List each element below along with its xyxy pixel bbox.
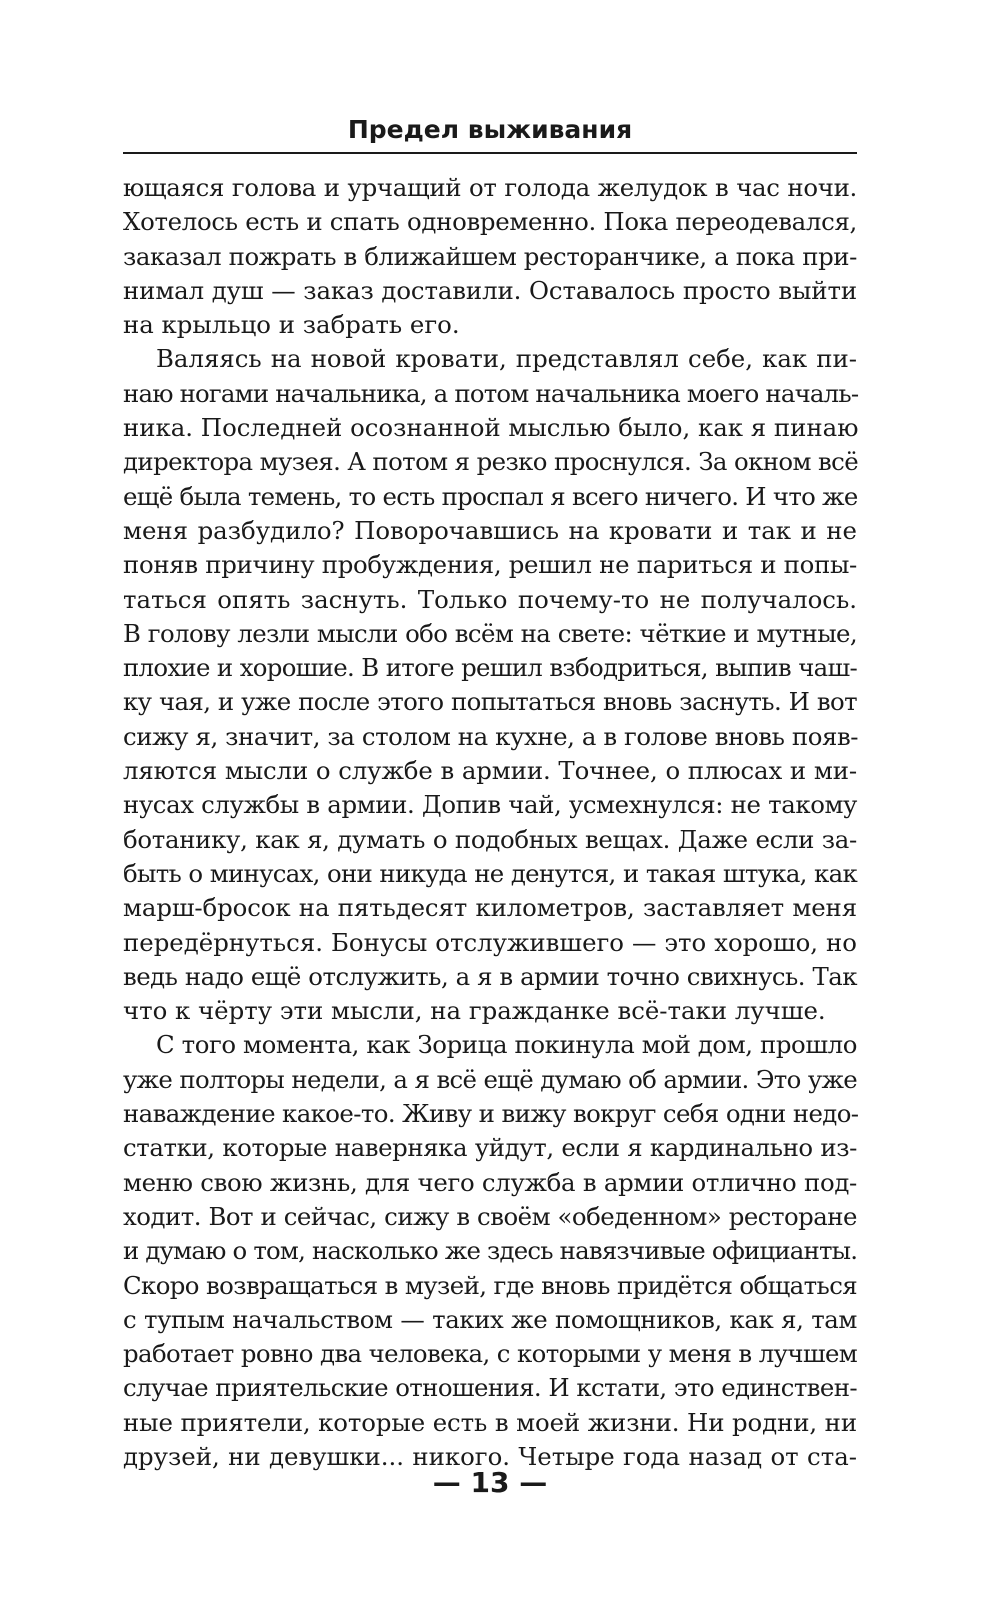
text-line: ку чая, и уже после этого попытаться вновь заснуть. И вот <box>123 687 857 717</box>
text-line: сижу я, значит, за столом на кухне, а в голове вновь появ- <box>123 721 859 751</box>
page-number: — 13 — <box>432 1466 548 1499</box>
text-line: нусах службы в армии. Допив чай, усмехнулся: не такому <box>123 790 857 820</box>
text-line: меню свою жизнь, для чего служба в армии отлично под- <box>123 1167 857 1197</box>
body-text <box>123 171 857 1474</box>
text-line: и думаю о том, насколько же здесь навязчивые официанты. <box>123 1236 858 1266</box>
paragraph-first-line: Валяясь на новой кровати, представлял себе, как пи- <box>156 344 857 374</box>
text-line: В голову лезли мысли обо всём на свете: чёткие и мутные, <box>123 618 857 648</box>
text-line: плохие и хорошие. В итоге решил взбодриться, выпив чаш- <box>123 653 857 683</box>
text-line: меня разбудило? Поворочавшись на кровати и так и не <box>123 515 857 545</box>
text-line: работает ровно два человека, с которыми у меня в лучшем <box>123 1339 858 1369</box>
text-line: заказал пожрать в ближайшем ресторанчике, а пока при- <box>123 241 857 271</box>
text-line: нимал душ — заказ доставили. Оставалось просто выйти <box>123 275 857 305</box>
text-line: уже полторы недели, а я всё ещё думаю об армии. Это уже <box>123 1064 857 1094</box>
text-line: ботанику, как я, думать о подобных вещах. Даже если за- <box>123 824 857 854</box>
text-line: ника. Последней осознанной мыслью было, как я пинаю <box>123 413 859 443</box>
text-line: ные приятели, которые есть в моей жизни. Ни родни, ни <box>123 1407 857 1437</box>
text-line: на крыльцо и забрать его. <box>123 310 460 340</box>
text-line: ходит. Вот и сейчас, сижу в своём «обеденном» ресторане <box>123 1201 857 1231</box>
text-line: ляются мысли о службе в армии. Точнее, о плюсах и ми- <box>123 756 857 786</box>
text-line: что к чёрту эти мысли, на гражданке всё-таки лучше. <box>123 996 826 1026</box>
text-line: ющаяся голова и урчащий от голода желудок в час ночи. <box>123 173 857 202</box>
text-line: директора музея. А потом я резко проснулся. За окном всё <box>123 447 859 477</box>
running-header: Предел выживания <box>347 115 633 144</box>
text-line: Скоро возвращаться в музей, где вновь придётся общаться <box>123 1270 858 1300</box>
text-line: передёрнуться. Бонусы отслужившего — это хорошо, но <box>123 927 857 957</box>
text-line: Хотелось есть и спать одновременно. Пока переодевался, <box>123 207 857 237</box>
text-line: друзей, ни девушки... никого. Четыре года назад от ста- <box>123 1441 857 1471</box>
text-line: статки, которые наверняка уйдут, если я кардинально из- <box>123 1133 857 1163</box>
text-line: марш-бросок на пятьдесят километров, заставляет меня <box>123 893 857 923</box>
text-line: наваждение какое-то. Живу и вижу вокруг себя одни недо- <box>123 1099 859 1129</box>
text-line: поняв причину пробуждения, решил не париться и попы- <box>123 550 857 580</box>
text-line: ещё была темень, то есть проспал я всего ничего. И что же <box>123 481 858 511</box>
text-line: случае приятельские отношения. И кстати, это единствен- <box>123 1373 857 1403</box>
paragraph-first-line: С того момента, как Зорица покинула мой дом, прошло <box>156 1030 857 1060</box>
text-line: быть о минусах, они никуда не денутся, и такая штука, как <box>123 858 857 888</box>
text-line: наю ногами начальника, а потом начальника моего началь- <box>123 378 859 408</box>
header-rule <box>123 152 857 154</box>
text-line: ведь надо ещё отслужить, а я в армии точно свихнусь. Так <box>123 961 857 991</box>
text-line: таться опять заснуть. Только почему-то не получалось. <box>123 584 857 614</box>
text-line: с тупым начальством — таких же помощников, как я, там <box>123 1304 857 1334</box>
